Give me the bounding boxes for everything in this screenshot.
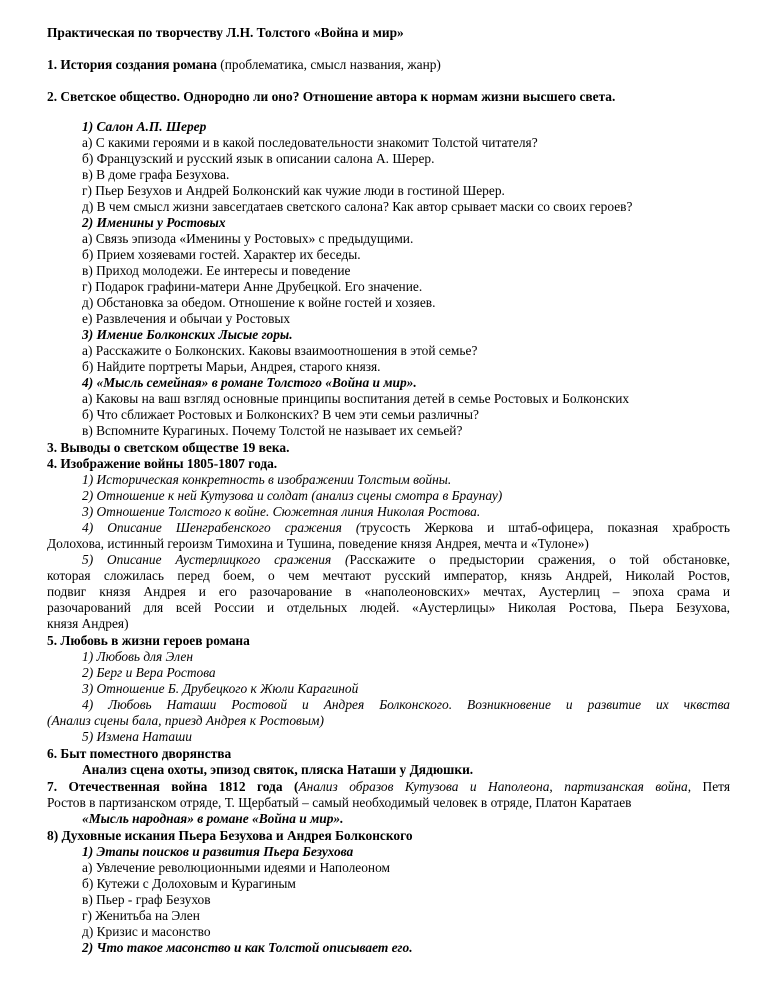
section-7-line: 7. Отечественная война 1812 года (Анализ образов Кутузова и Наполеона, партизанская война, Петя: [47, 779, 730, 794]
list-item: 3) Отношение Толстого к войне. Сюжетная линия Николая Ростова.: [82, 504, 481, 519]
bolkonsky-estate-title: 3) Имение Болконских Лысые горы.: [82, 327, 293, 342]
family-thought-title: 4) «Мысль семейная» в романе Толстого «Война и мир».: [82, 375, 417, 390]
paragraph-line: разочарований для всей России и отдельных людей. «Аустерлицы» Николая Ростова, Пьера Безухова,: [47, 600, 730, 615]
section-6-heading: 6. Быт поместного дворянства: [47, 746, 232, 761]
masonry-title: 2) Что такое масонство и как Толстой описывает его.: [82, 940, 413, 955]
list-item: в) В доме графа Безухова.: [82, 167, 230, 182]
list-item: б) Кутежи с Долоховым и Курагиным: [82, 876, 296, 891]
list-item: 1) Историческая конкретность в изображении Толстым войны.: [82, 472, 452, 487]
list-item: б) Что сближает Ростовых и Болконских? В чем эти семьи различны?: [82, 407, 479, 422]
section-1-heading: 1. История создания романа: [47, 57, 217, 72]
list-item: в) Вспомните Курагиных. Почему Толстой не называет их семьей?: [82, 423, 463, 438]
section-1: [47, 57, 441, 73]
list-item: б) Французский и русский язык в описании салона А. Шерер.: [82, 151, 435, 166]
section-3-heading: 3. Выводы о светском обществе 19 века.: [47, 440, 290, 455]
list-item: е) Развлечения и обычаи у Ростовых: [82, 311, 291, 326]
list-item: в) Пьер - граф Безухов: [82, 892, 211, 907]
list-item: 2) Отношение к ней Кутузова и солдат (анализ сцены смотра в Браунау): [82, 488, 503, 503]
list-item: 1) Любовь для Элен: [82, 649, 193, 664]
section-6-subtitle: Анализ сцена охоты, эпизод святок, пляска Наташи у Дядюшки.: [82, 762, 474, 777]
austerlitz-line: 5) Описание Аустерлицкого сражения (Расскажите о предыстории сражения, о той обстановке,: [82, 552, 730, 567]
section-5-heading: 5. Любовь в жизни героев романа: [47, 633, 250, 648]
list-item: а) С какими героями и в какой последовательности знакомит Толстой читателя?: [82, 135, 538, 150]
section-2-heading: 2. Светское общество. Однородно ли оно? Отношение автора к нормам жизни высшего света.: [47, 89, 616, 104]
list-item: г) Женитьба на Элен: [82, 908, 200, 923]
shengraben-line: 4) Описание Шенграбенского сражения (трусость Жеркова и штаб-офицера, показная храбрость: [82, 520, 730, 535]
list-item: в) Приход молодежи. Ее интересы и поведение: [82, 263, 351, 278]
list-item: а) Увлечение революционными идеями и Наполеоном: [82, 860, 390, 875]
paragraph-line: Долохова, истинный героизм Тимохина и Тушина, поведение князя Андрея, мечта и «Тулоне»): [47, 536, 589, 551]
list-item: д) Обстановка за обедом. Отношение к войне гостей и хозяев.: [82, 295, 436, 310]
paragraph-line: подвиг князя Андрея и его разочарование в «наполеоновских» мечтах, Аустерлиц – эпоха срама и: [47, 584, 730, 599]
pierre-stages-title: 1) Этапы поисков и развития Пьера Безухова: [82, 844, 354, 859]
paragraph-line: (Анализ сцены бала, приезд Андрея к Ростовым): [47, 713, 324, 728]
document-title: Практическая по творчеству Л.Н. Толстого «Война и мир»: [47, 25, 404, 40]
list-item: д) Кризис и масонство: [82, 924, 211, 939]
list-item: б) Найдите портреты Марьи, Андрея, старого князя.: [82, 359, 381, 374]
section-1-note: (проблематика, смысл названия, жанр): [216, 57, 441, 72]
list-item: г) Подарок графини-матери Анне Друбецкой. Его значение.: [82, 279, 423, 294]
paragraph-line: Ростов в партизанском отряде, Т. Щербатый – самый необходимый человек в отряде, Платон Каратаев: [47, 795, 632, 810]
list-item: 4) Любовь Наташи Ростовой и Андрея Болконского. Возникновение и развитие их чквства: [82, 697, 730, 712]
list-item: д) В чем смысл жизни завсегдатаев светского салона? Как автор срывает маски со своих героев?: [82, 199, 633, 214]
list-item: 5) Измена Наташи: [82, 729, 192, 744]
list-item: г) Пьер Безухов и Андрей Болконский как чужие люди в гостиной Шерер.: [82, 183, 505, 198]
list-item: 2) Берг и Вера Ростова: [82, 665, 216, 680]
paragraph-line: которая сложилась перед боем, о чем мечтают русский император, князь Андрей, Николай Ростов,: [47, 568, 730, 583]
section-7-heading: 7. Отечественная война 1812 года (: [47, 779, 299, 794]
section-4-heading: 4. Изображение войны 1805-1807 года.: [47, 456, 278, 471]
shengraben-title: 4) Описание Шенграбенского сражения (: [82, 520, 361, 535]
list-item: б) Прием хозяевами гостей. Характер их беседы.: [82, 247, 361, 262]
austerlitz-title: 5) Описание Аустерлицкого сражения (: [82, 552, 350, 567]
people-thought-title: «Мысль народная» в романе «Война и мир».: [82, 811, 344, 826]
section-8-heading: 8) Духовные искания Пьера Безухова и Андрея Болконского: [47, 828, 413, 843]
list-item: 3) Отношение Б. Друбецкого к Жюли Карагиной: [82, 681, 359, 696]
list-item: а) Каковы на ваш взгляд основные принципы воспитания детей в семье Ростовых и Болконских: [82, 391, 630, 406]
list-item: а) Расскажите о Болконских. Каковы взаимоотношения в этой семье?: [82, 343, 478, 358]
rostov-nameday-title: 2) Именины у Ростовых: [82, 215, 226, 230]
list-item: а) Связь эпизода «Именины у Ростовых» с предыдущими.: [82, 231, 414, 246]
salon-sherer-title: 1) Салон А.П. Шерер: [82, 119, 207, 134]
paragraph-line: князя Андрея): [47, 616, 129, 631]
